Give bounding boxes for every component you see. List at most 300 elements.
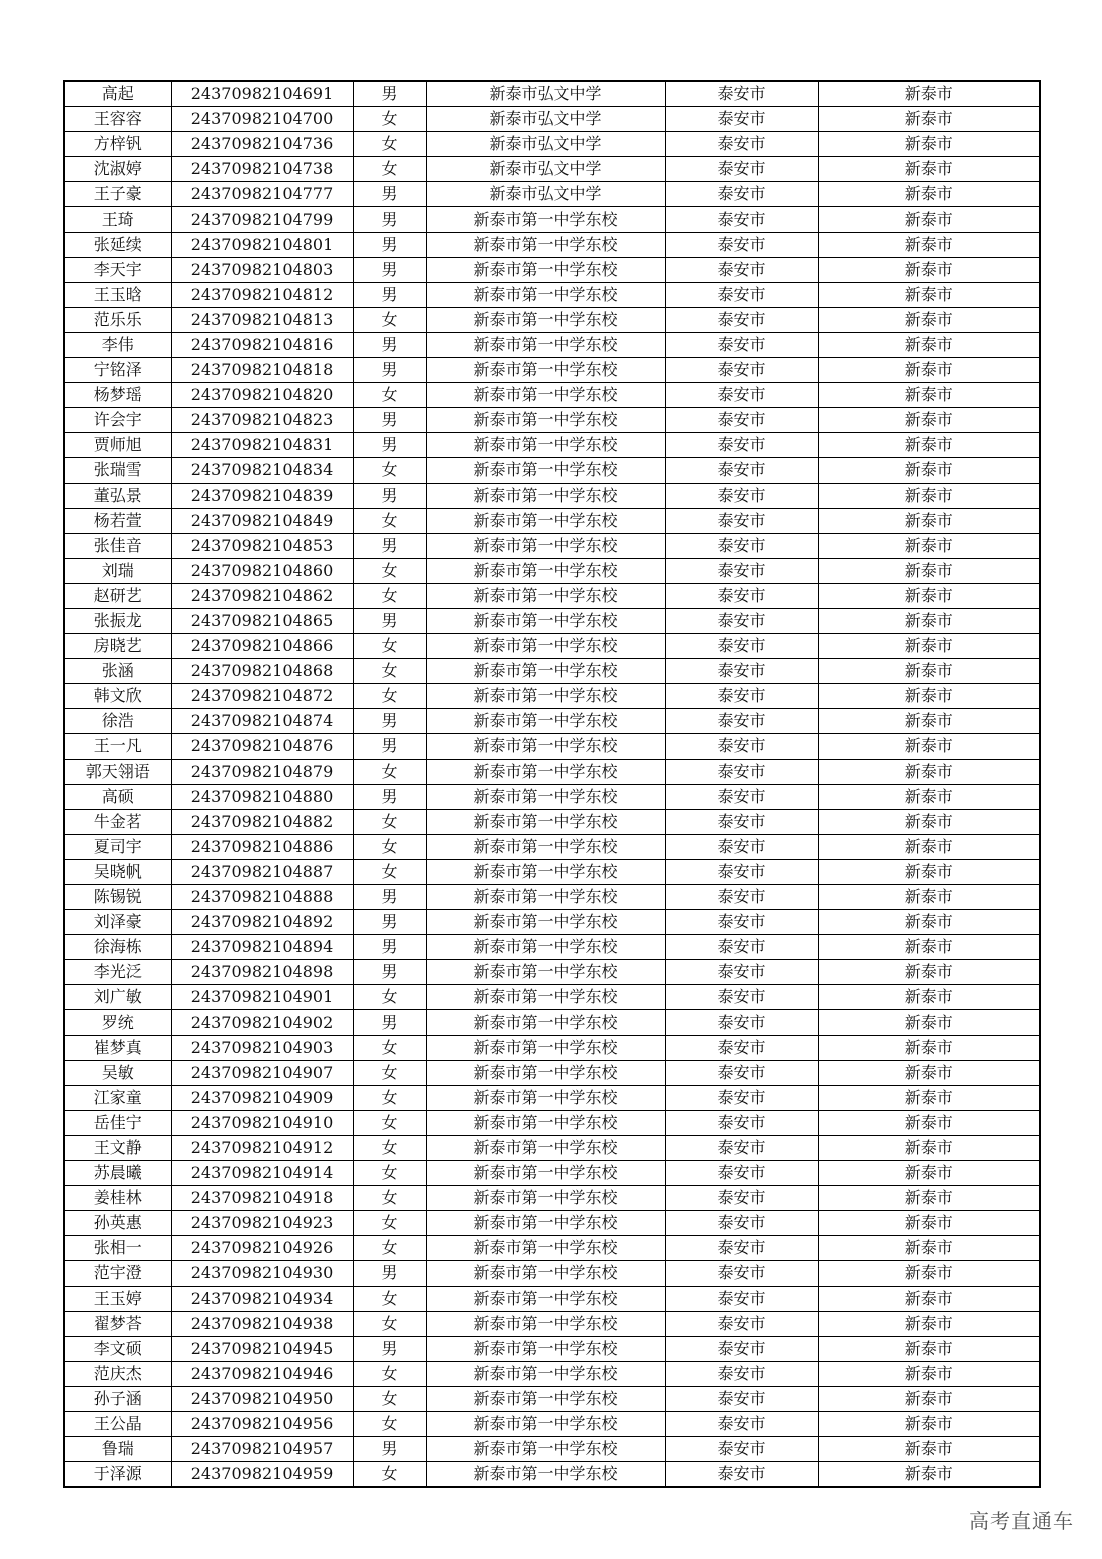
- cell-school: 新泰市第一中学东校: [426, 257, 665, 282]
- table-row: [64, 282, 1040, 307]
- cell-school: 新泰市第一中学东校: [426, 1186, 665, 1211]
- cell-county: 新泰市: [818, 433, 1040, 458]
- cell-school: 新泰市第一中学东校: [426, 1437, 665, 1462]
- cell-name: 王公晶: [64, 1411, 171, 1436]
- cell-county: 新泰市: [818, 684, 1040, 709]
- cell-gender: 女: [353, 1060, 426, 1085]
- cell-name: 李伟: [64, 332, 171, 357]
- table-row: [64, 834, 1040, 859]
- table-row: [64, 1060, 1040, 1085]
- cell-gender: 女: [353, 107, 426, 132]
- cell-candidate-id: 24370982104872: [171, 684, 353, 709]
- cell-name: 姜桂林: [64, 1186, 171, 1211]
- cell-school: 新泰市第一中学东校: [426, 508, 665, 533]
- cell-gender: 女: [353, 458, 426, 483]
- cell-city: 泰安市: [665, 734, 818, 759]
- table-row: [64, 1411, 1040, 1436]
- table-row: [64, 709, 1040, 734]
- cell-school: 新泰市第一中学东校: [426, 1462, 665, 1488]
- table-row: [64, 1311, 1040, 1336]
- cell-school: 新泰市第一中学东校: [426, 1411, 665, 1436]
- cell-candidate-id: 24370982104901: [171, 985, 353, 1010]
- cell-name: 李光泛: [64, 960, 171, 985]
- cell-gender: 男: [353, 960, 426, 985]
- cell-city: 泰安市: [665, 182, 818, 207]
- table-row: [64, 634, 1040, 659]
- table-row: [64, 157, 1040, 182]
- cell-candidate-id: 24370982104874: [171, 709, 353, 734]
- cell-county: 新泰市: [818, 408, 1040, 433]
- cell-candidate-id: 24370982104945: [171, 1336, 353, 1361]
- cell-candidate-id: 24370982104816: [171, 332, 353, 357]
- cell-gender: 女: [353, 383, 426, 408]
- table-row: [64, 257, 1040, 282]
- cell-candidate-id: 24370982104777: [171, 182, 353, 207]
- cell-school: 新泰市第一中学东校: [426, 1336, 665, 1361]
- cell-candidate-id: 24370982104888: [171, 885, 353, 910]
- cell-name: 王玉婷: [64, 1286, 171, 1311]
- cell-city: 泰安市: [665, 1462, 818, 1488]
- cell-name: 王子豪: [64, 182, 171, 207]
- cell-city: 泰安市: [665, 1261, 818, 1286]
- cell-gender: 男: [353, 784, 426, 809]
- cell-city: 泰安市: [665, 1336, 818, 1361]
- cell-school: 新泰市第一中学东校: [426, 307, 665, 332]
- cell-city: 泰安市: [665, 483, 818, 508]
- cell-county: 新泰市: [818, 759, 1040, 784]
- cell-gender: 女: [353, 307, 426, 332]
- cell-name: 孙子涵: [64, 1386, 171, 1411]
- cell-city: 泰安市: [665, 1437, 818, 1462]
- cell-county: 新泰市: [818, 1286, 1040, 1311]
- cell-name: 牛金茗: [64, 809, 171, 834]
- cell-candidate-id: 24370982104880: [171, 784, 353, 809]
- cell-name: 王文静: [64, 1135, 171, 1160]
- cell-city: 泰安市: [665, 132, 818, 157]
- table-row: [64, 859, 1040, 884]
- cell-candidate-id: 24370982104918: [171, 1186, 353, 1211]
- cell-candidate-id: 24370982104903: [171, 1035, 353, 1060]
- cell-name: 张佳音: [64, 533, 171, 558]
- cell-name: 岳佳宁: [64, 1110, 171, 1135]
- cell-candidate-id: 24370982104930: [171, 1261, 353, 1286]
- cell-city: 泰安市: [665, 307, 818, 332]
- table-row: [64, 1161, 1040, 1186]
- cell-gender: 女: [353, 1085, 426, 1110]
- cell-county: 新泰市: [818, 383, 1040, 408]
- cell-candidate-id: 24370982104820: [171, 383, 353, 408]
- cell-candidate-id: 24370982104910: [171, 1110, 353, 1135]
- table-row: [64, 433, 1040, 458]
- cell-city: 泰安市: [665, 207, 818, 232]
- cell-candidate-id: 24370982104736: [171, 132, 353, 157]
- cell-gender: 女: [353, 508, 426, 533]
- cell-school: 新泰市第一中学东校: [426, 885, 665, 910]
- cell-city: 泰安市: [665, 834, 818, 859]
- table-row: [64, 81, 1040, 107]
- cell-candidate-id: 24370982104813: [171, 307, 353, 332]
- cell-gender: 男: [353, 182, 426, 207]
- cell-name: 范乐乐: [64, 307, 171, 332]
- cell-gender: 女: [353, 1211, 426, 1236]
- cell-candidate-id: 24370982104886: [171, 834, 353, 859]
- cell-city: 泰安市: [665, 659, 818, 684]
- cell-school: 新泰市第一中学东校: [426, 1211, 665, 1236]
- cell-gender: 男: [353, 734, 426, 759]
- cell-candidate-id: 24370982104956: [171, 1411, 353, 1436]
- cell-name: 范宇澄: [64, 1261, 171, 1286]
- table-row: [64, 182, 1040, 207]
- cell-county: 新泰市: [818, 107, 1040, 132]
- cell-candidate-id: 24370982104892: [171, 910, 353, 935]
- cell-city: 泰安市: [665, 1386, 818, 1411]
- cell-county: 新泰市: [818, 960, 1040, 985]
- cell-gender: 女: [353, 132, 426, 157]
- table-row: [64, 207, 1040, 232]
- cell-name: 李天宇: [64, 257, 171, 282]
- cell-gender: 男: [353, 709, 426, 734]
- cell-county: 新泰市: [818, 157, 1040, 182]
- cell-name: 韩文欣: [64, 684, 171, 709]
- cell-gender: 男: [353, 433, 426, 458]
- cell-school: 新泰市第一中学东校: [426, 809, 665, 834]
- cell-gender: 男: [353, 533, 426, 558]
- cell-gender: 女: [353, 1135, 426, 1160]
- cell-name: 苏晨曦: [64, 1161, 171, 1186]
- cell-school: 新泰市第一中学东校: [426, 960, 665, 985]
- cell-candidate-id: 24370982104799: [171, 207, 353, 232]
- cell-city: 泰安市: [665, 1411, 818, 1436]
- cell-county: 新泰市: [818, 1261, 1040, 1286]
- cell-county: 新泰市: [818, 257, 1040, 282]
- cell-city: 泰安市: [665, 1110, 818, 1135]
- cell-city: 泰安市: [665, 508, 818, 533]
- cell-school: 新泰市第一中学东校: [426, 935, 665, 960]
- cell-name: 高硕: [64, 784, 171, 809]
- cell-name: 夏司宇: [64, 834, 171, 859]
- cell-name: 江家童: [64, 1085, 171, 1110]
- cell-county: 新泰市: [818, 508, 1040, 533]
- table-row: [64, 1035, 1040, 1060]
- table-row: [64, 1236, 1040, 1261]
- table-row: [64, 332, 1040, 357]
- cell-candidate-id: 24370982104812: [171, 282, 353, 307]
- cell-city: 泰安市: [665, 1060, 818, 1085]
- cell-candidate-id: 24370982104957: [171, 1437, 353, 1462]
- cell-name: 崔梦真: [64, 1035, 171, 1060]
- cell-city: 泰安市: [665, 408, 818, 433]
- cell-gender: 男: [353, 608, 426, 633]
- cell-city: 泰安市: [665, 1010, 818, 1035]
- cell-candidate-id: 24370982104912: [171, 1135, 353, 1160]
- cell-school: 新泰市第一中学东校: [426, 634, 665, 659]
- cell-candidate-id: 24370982104868: [171, 659, 353, 684]
- cell-candidate-id: 24370982104865: [171, 608, 353, 633]
- table-row: [64, 985, 1040, 1010]
- cell-city: 泰安市: [665, 608, 818, 633]
- cell-gender: 女: [353, 759, 426, 784]
- cell-school: 新泰市第一中学东校: [426, 1135, 665, 1160]
- cell-candidate-id: 24370982104879: [171, 759, 353, 784]
- table-row: [64, 307, 1040, 332]
- cell-city: 泰安市: [665, 533, 818, 558]
- cell-gender: 女: [353, 1462, 426, 1488]
- cell-county: 新泰市: [818, 910, 1040, 935]
- cell-gender: 女: [353, 1161, 426, 1186]
- cell-county: 新泰市: [818, 332, 1040, 357]
- cell-candidate-id: 24370982104834: [171, 458, 353, 483]
- cell-city: 泰安市: [665, 1286, 818, 1311]
- cell-city: 泰安市: [665, 1361, 818, 1386]
- cell-school: 新泰市第一中学东校: [426, 232, 665, 257]
- cell-city: 泰安市: [665, 634, 818, 659]
- table-row: [64, 1186, 1040, 1211]
- cell-name: 赵研艺: [64, 583, 171, 608]
- table-row: [64, 1462, 1040, 1488]
- cell-gender: 男: [353, 935, 426, 960]
- table-row: [64, 684, 1040, 709]
- cell-county: 新泰市: [818, 1135, 1040, 1160]
- cell-gender: 男: [353, 910, 426, 935]
- cell-candidate-id: 24370982104909: [171, 1085, 353, 1110]
- cell-gender: 女: [353, 1035, 426, 1060]
- cell-candidate-id: 24370982104849: [171, 508, 353, 533]
- cell-city: 泰安市: [665, 157, 818, 182]
- cell-name: 杨梦瑶: [64, 383, 171, 408]
- cell-county: 新泰市: [818, 859, 1040, 884]
- cell-county: 新泰市: [818, 1110, 1040, 1135]
- cell-name: 房晓艺: [64, 634, 171, 659]
- table-row: [64, 107, 1040, 132]
- cell-school: 新泰市第一中学东校: [426, 1311, 665, 1336]
- cell-gender: 女: [353, 558, 426, 583]
- cell-county: 新泰市: [818, 1085, 1040, 1110]
- cell-name: 吴敏: [64, 1060, 171, 1085]
- cell-school: 新泰市第一中学东校: [426, 1361, 665, 1386]
- cell-school: 新泰市第一中学东校: [426, 358, 665, 383]
- cell-school: 新泰市第一中学东校: [426, 408, 665, 433]
- cell-name: 刘广敏: [64, 985, 171, 1010]
- cell-gender: 男: [353, 483, 426, 508]
- cell-gender: 男: [353, 232, 426, 257]
- table-row: [64, 508, 1040, 533]
- cell-candidate-id: 24370982104907: [171, 1060, 353, 1085]
- cell-city: 泰安市: [665, 1311, 818, 1336]
- cell-name: 杨若萱: [64, 508, 171, 533]
- cell-name: 张延续: [64, 232, 171, 257]
- cell-school: 新泰市第一中学东校: [426, 1386, 665, 1411]
- cell-name: 孙英惠: [64, 1211, 171, 1236]
- table-row: [64, 358, 1040, 383]
- cell-school: 新泰市第一中学东校: [426, 282, 665, 307]
- table-row: [64, 910, 1040, 935]
- cell-school: 新泰市第一中学东校: [426, 784, 665, 809]
- cell-school: 新泰市第一中学东校: [426, 1286, 665, 1311]
- cell-name: 贾师旭: [64, 433, 171, 458]
- cell-school: 新泰市第一中学东校: [426, 458, 665, 483]
- cell-county: 新泰市: [818, 834, 1040, 859]
- table-row: [64, 1110, 1040, 1135]
- cell-school: 新泰市弘文中学: [426, 81, 665, 107]
- cell-school: 新泰市第一中学东校: [426, 910, 665, 935]
- cell-city: 泰安市: [665, 910, 818, 935]
- cell-school: 新泰市第一中学东校: [426, 608, 665, 633]
- cell-name: 王琦: [64, 207, 171, 232]
- cell-name: 张瑞雪: [64, 458, 171, 483]
- cell-county: 新泰市: [818, 1035, 1040, 1060]
- cell-school: 新泰市第一中学东校: [426, 1010, 665, 1035]
- cell-city: 泰安市: [665, 1186, 818, 1211]
- cell-city: 泰安市: [665, 759, 818, 784]
- cell-school: 新泰市弘文中学: [426, 107, 665, 132]
- cell-county: 新泰市: [818, 985, 1040, 1010]
- cell-county: 新泰市: [818, 1161, 1040, 1186]
- cell-county: 新泰市: [818, 1211, 1040, 1236]
- cell-name: 刘泽豪: [64, 910, 171, 935]
- table-row: [64, 935, 1040, 960]
- cell-candidate-id: 24370982104691: [171, 81, 353, 107]
- cell-city: 泰安市: [665, 1085, 818, 1110]
- cell-name: 王玉晗: [64, 282, 171, 307]
- cell-gender: 女: [353, 634, 426, 659]
- cell-school: 新泰市第一中学东校: [426, 684, 665, 709]
- cell-county: 新泰市: [818, 182, 1040, 207]
- cell-candidate-id: 24370982104934: [171, 1286, 353, 1311]
- cell-gender: 女: [353, 157, 426, 182]
- cell-name: 张振龙: [64, 608, 171, 633]
- table-row: [64, 1286, 1040, 1311]
- cell-county: 新泰市: [818, 1411, 1040, 1436]
- cell-gender: 男: [353, 282, 426, 307]
- cell-school: 新泰市第一中学东校: [426, 558, 665, 583]
- cell-county: 新泰市: [818, 132, 1040, 157]
- cell-city: 泰安市: [665, 885, 818, 910]
- cell-city: 泰安市: [665, 358, 818, 383]
- cell-school: 新泰市第一中学东校: [426, 1085, 665, 1110]
- table-row: [64, 608, 1040, 633]
- cell-gender: 男: [353, 1261, 426, 1286]
- cell-name: 张相一: [64, 1236, 171, 1261]
- cell-county: 新泰市: [818, 458, 1040, 483]
- cell-gender: 女: [353, 1286, 426, 1311]
- cell-city: 泰安市: [665, 684, 818, 709]
- cell-name: 张涵: [64, 659, 171, 684]
- cell-gender: 男: [353, 1336, 426, 1361]
- cell-gender: 女: [353, 1386, 426, 1411]
- roster-table: [63, 80, 1041, 1488]
- table-row: [64, 1261, 1040, 1286]
- cell-school: 新泰市第一中学东校: [426, 383, 665, 408]
- cell-school: 新泰市第一中学东校: [426, 1035, 665, 1060]
- cell-name: 陈锡锐: [64, 885, 171, 910]
- cell-county: 新泰市: [818, 784, 1040, 809]
- cell-school: 新泰市第一中学东校: [426, 1060, 665, 1085]
- cell-candidate-id: 24370982104831: [171, 433, 353, 458]
- cell-gender: 男: [353, 408, 426, 433]
- table-row: [64, 759, 1040, 784]
- cell-candidate-id: 24370982104923: [171, 1211, 353, 1236]
- cell-city: 泰安市: [665, 809, 818, 834]
- table-row: [64, 1010, 1040, 1035]
- cell-gender: 女: [353, 809, 426, 834]
- watermark: 高考直通车: [969, 1509, 1074, 1533]
- table-row: [64, 383, 1040, 408]
- cell-city: 泰安市: [665, 383, 818, 408]
- cell-candidate-id: 24370982104738: [171, 157, 353, 182]
- table-row: [64, 483, 1040, 508]
- cell-city: 泰安市: [665, 1236, 818, 1261]
- cell-name: 董弘景: [64, 483, 171, 508]
- cell-county: 新泰市: [818, 207, 1040, 232]
- cell-name: 方梓钒: [64, 132, 171, 157]
- table-row: [64, 458, 1040, 483]
- cell-school: 新泰市第一中学东校: [426, 207, 665, 232]
- cell-school: 新泰市第一中学东校: [426, 332, 665, 357]
- cell-city: 泰安市: [665, 859, 818, 884]
- table-row: [64, 232, 1040, 257]
- cell-gender: 女: [353, 684, 426, 709]
- table-row: [64, 885, 1040, 910]
- cell-school: 新泰市第一中学东校: [426, 583, 665, 608]
- cell-city: 泰安市: [665, 107, 818, 132]
- table-row: [64, 960, 1040, 985]
- cell-county: 新泰市: [818, 1386, 1040, 1411]
- cell-city: 泰安市: [665, 282, 818, 307]
- cell-county: 新泰市: [818, 1010, 1040, 1035]
- cell-county: 新泰市: [818, 483, 1040, 508]
- cell-school: 新泰市第一中学东校: [426, 533, 665, 558]
- cell-gender: 男: [353, 358, 426, 383]
- table-row: [64, 734, 1040, 759]
- cell-candidate-id: 24370982104860: [171, 558, 353, 583]
- cell-county: 新泰市: [818, 558, 1040, 583]
- table-row: [64, 558, 1040, 583]
- cell-school: 新泰市第一中学东校: [426, 985, 665, 1010]
- cell-city: 泰安市: [665, 583, 818, 608]
- cell-city: 泰安市: [665, 960, 818, 985]
- cell-name: 沈淑婷: [64, 157, 171, 182]
- cell-gender: 男: [353, 1010, 426, 1035]
- cell-name: 宁铭泽: [64, 358, 171, 383]
- cell-candidate-id: 24370982104887: [171, 859, 353, 884]
- table-row: [64, 1336, 1040, 1361]
- cell-candidate-id: 24370982104823: [171, 408, 353, 433]
- cell-county: 新泰市: [818, 358, 1040, 383]
- table-row: [64, 583, 1040, 608]
- cell-city: 泰安市: [665, 1211, 818, 1236]
- cell-school: 新泰市第一中学东校: [426, 734, 665, 759]
- cell-candidate-id: 24370982104882: [171, 809, 353, 834]
- cell-gender: 女: [353, 985, 426, 1010]
- cell-candidate-id: 24370982104862: [171, 583, 353, 608]
- cell-school: 新泰市弘文中学: [426, 157, 665, 182]
- cell-county: 新泰市: [818, 634, 1040, 659]
- cell-county: 新泰市: [818, 935, 1040, 960]
- cell-gender: 男: [353, 885, 426, 910]
- cell-name: 吴晓帆: [64, 859, 171, 884]
- cell-gender: 男: [353, 257, 426, 282]
- cell-city: 泰安市: [665, 935, 818, 960]
- cell-school: 新泰市第一中学东校: [426, 709, 665, 734]
- cell-candidate-id: 24370982104926: [171, 1236, 353, 1261]
- cell-county: 新泰市: [818, 659, 1040, 684]
- cell-county: 新泰市: [818, 282, 1040, 307]
- cell-candidate-id: 24370982104946: [171, 1361, 353, 1386]
- cell-candidate-id: 24370982104803: [171, 257, 353, 282]
- cell-city: 泰安市: [665, 1135, 818, 1160]
- cell-candidate-id: 24370982104839: [171, 483, 353, 508]
- cell-city: 泰安市: [665, 709, 818, 734]
